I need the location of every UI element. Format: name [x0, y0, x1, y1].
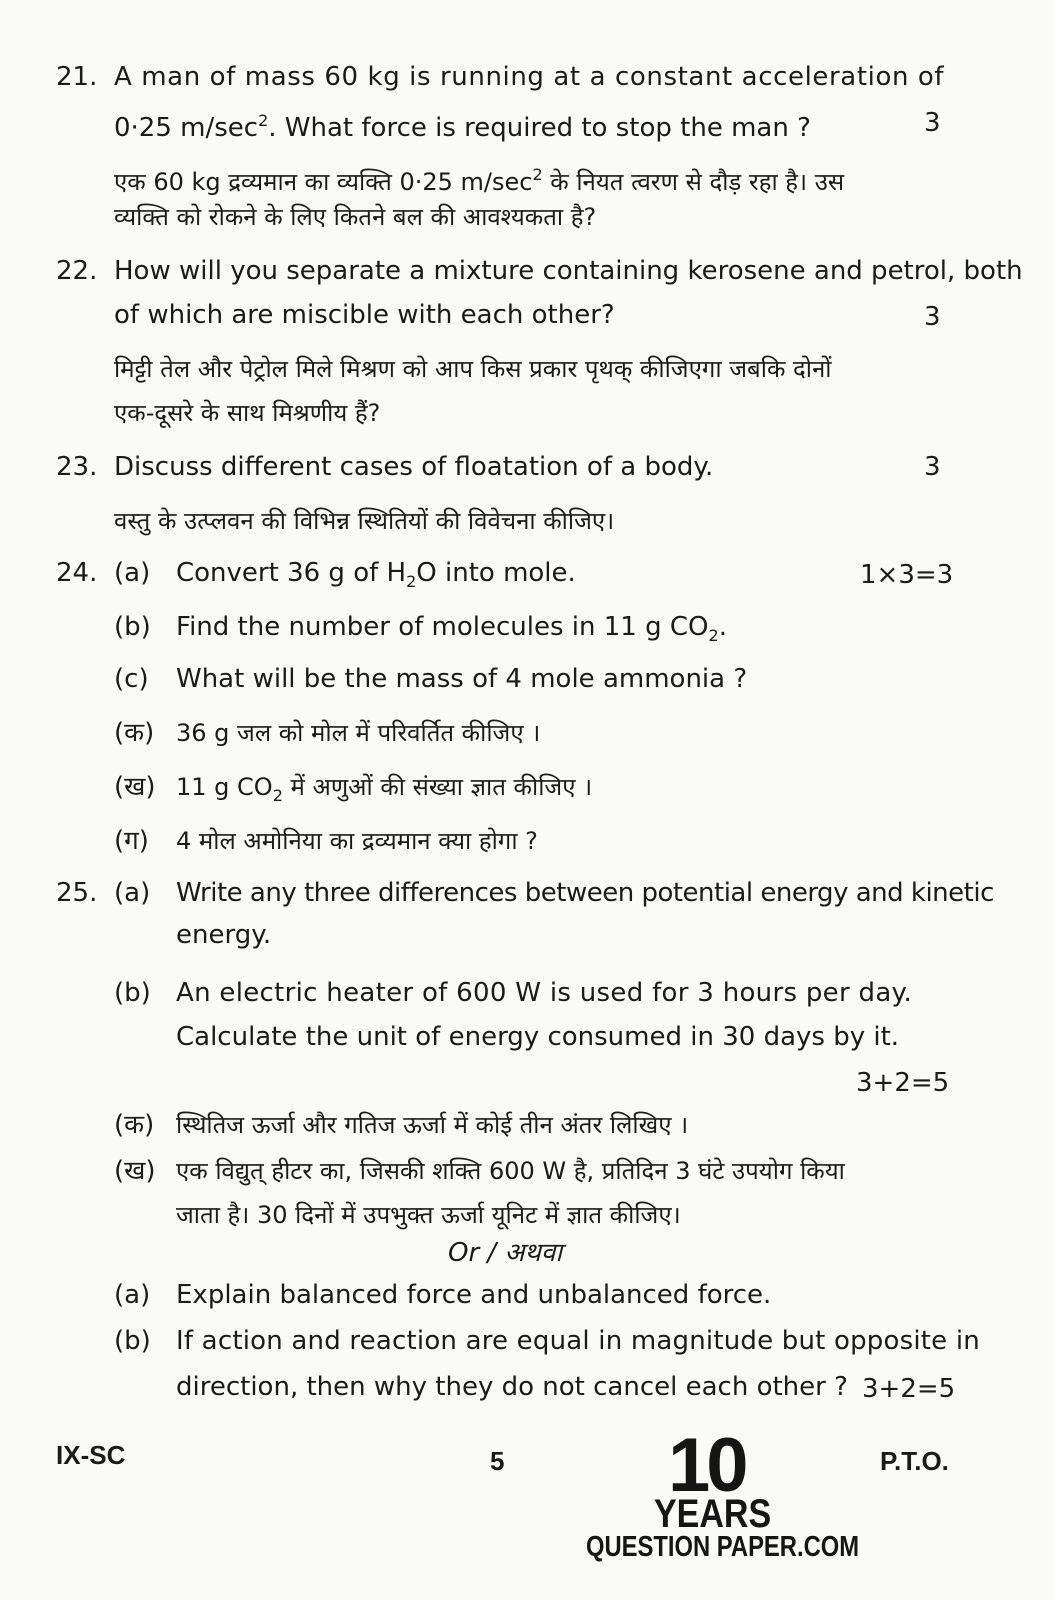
q24-b-sub: 2 — [708, 626, 719, 645]
q24-b-post: . — [718, 612, 727, 642]
q24-kha-label: (ख) — [114, 772, 156, 802]
q24-a-post: O into mole. — [416, 558, 576, 588]
q25-b-label: (b) — [114, 978, 151, 1008]
q24-a-text — [176, 556, 576, 599]
page-number: 5 — [490, 1446, 505, 1476]
q23-hi-line1: वस्तु के उत्प्लवन की विभिन्न स्थितियों की विवेचना कीजिए। — [114, 507, 615, 535]
q25-or-b-label: (b) — [114, 1326, 151, 1356]
q24-kha-post: में अणुओं की संख्या ज्ञात कीजिए । — [282, 773, 593, 801]
q24-kha-text — [176, 770, 592, 813]
q25-or-a-text: Explain balanced force and unbalanced force. — [176, 1280, 772, 1310]
q24-ga-label: (ग) — [114, 826, 149, 856]
or-divider: Or / अथवा — [448, 1238, 563, 1268]
q22-en-line1: How will you separate a mixture containing kerosene and petrol, both — [114, 256, 1023, 286]
q24-b-text — [176, 610, 727, 653]
q25-marks: 3+2=5 — [856, 1068, 950, 1098]
q21-hi-line1 — [114, 158, 844, 199]
q23-en-line1: Discuss different cases of floatation of a body. — [114, 452, 714, 482]
q21-en-line2-post: . What force is required to stop the man ? — [268, 113, 811, 143]
q24-a-pre: Convert 36 g of H — [176, 558, 407, 588]
q21-marks: 3 — [924, 108, 941, 138]
q21-en-line2-pre: 0·25 m/sec — [114, 113, 259, 143]
q23-marks: 3 — [924, 452, 941, 482]
q24-marks: 1×3=3 — [860, 560, 954, 590]
watermark-logo-years: YEARS — [654, 1492, 772, 1536]
q21-en-line2-sup: 2 — [258, 111, 269, 130]
pto-label: P.T.O. — [880, 1446, 949, 1476]
q21-en-line1: A man of mass 60 kg is running at a constant acceleration of — [114, 62, 945, 92]
q21-hi-line1-post: के नियत त्वरण से दौड़ रहा है। उस — [542, 168, 845, 196]
q21-hi-line2: व्यक्ति को रोकने के लिए कितने बल की आवश्यकता है? — [114, 203, 597, 231]
q25-b-line2: Calculate the unit of energy consumed in 30 days by it. — [176, 1022, 900, 1052]
q22-marks: 3 — [924, 302, 941, 332]
q24-a-label: (a) — [114, 558, 151, 588]
q24-ga-text: 4 मोल अमोनिया का द्रव्यमान क्या होगा ? — [176, 827, 538, 855]
watermark-logo-number: 10 — [668, 1423, 745, 1508]
q25-kha-line1: एक विद्युत् हीटर का, जिसकी शक्ति 600 W है, प्रतिदिन 3 घंटे उपयोग किया — [176, 1157, 845, 1185]
q25-or-marks: 3+2=5 — [862, 1374, 956, 1404]
q25-a-line2: energy. — [176, 920, 272, 950]
paper-code: IX-SC — [56, 1440, 126, 1470]
q25-or-a-label: (a) — [114, 1280, 151, 1310]
q25-or-b-line1: If action and reaction are equal in magnitude but opposite in — [176, 1326, 980, 1356]
q24-kha-pre: 11 g CO — [176, 773, 273, 801]
q25-or-b-line2: direction, then why they do not cancel each other ? — [176, 1372, 848, 1402]
q24-a-sub: 2 — [406, 572, 417, 591]
q25-a-label: (a) — [114, 878, 151, 908]
q25-a-line1: Write any three differences between potential energy and kinetic — [176, 878, 994, 908]
q25-kha-line2: जाता है। 30 दिनों में उपभुक्त ऊर्जा यूनिट में ज्ञात कीजिए। — [176, 1201, 681, 1229]
q24-c-text: What will be the mass of 4 mole ammonia ? — [176, 664, 748, 694]
q21-en-line2 — [114, 104, 811, 145]
q25-number: 25. — [56, 878, 98, 908]
q25-ka-label: (क) — [114, 1110, 155, 1140]
q21-hi-line1-sup: 2 — [532, 165, 543, 184]
q24-ka-label: (क) — [114, 718, 155, 748]
q25-b-line1: An electric heater of 600 W is used for 3 hours per day. — [176, 978, 913, 1008]
q24-number: 24. — [56, 558, 98, 588]
q24-ka-text: 36 g जल को मोल में परिवर्तित कीजिए । — [176, 719, 541, 747]
watermark-logo-site: QUESTION PAPER.COM — [586, 1531, 860, 1563]
q21-number: 21. — [56, 62, 98, 92]
q21-hi-line1-pre: एक 60 kg द्रव्यमान का व्यक्ति 0·25 m/sec — [114, 168, 533, 196]
q22-hi-line1: मिट्टी तेल और पेट्रोल मिले मिश्रण को आप किस प्रकार पृथक् कीजिएगा जबकि दोनों — [114, 355, 832, 383]
q24-b-label: (b) — [114, 612, 151, 642]
q25-ka-text: स्थितिज ऊर्जा और गतिज ऊर्जा में कोई तीन अंतर लिखिए । — [176, 1111, 689, 1139]
q25-kha-label: (ख) — [114, 1156, 156, 1186]
q23-number: 23. — [56, 452, 98, 482]
q22-number: 22. — [56, 256, 98, 286]
q24-c-label: (c) — [114, 664, 149, 694]
q24-kha-sub: 2 — [272, 786, 283, 805]
q22-hi-line2: एक-दूसरे के साथ मिश्रणीय हैं? — [114, 399, 381, 427]
q22-en-line2: of which are miscible with each other? — [114, 300, 615, 330]
q24-b-pre: Find the number of molecules in 11 g CO — [176, 612, 709, 642]
